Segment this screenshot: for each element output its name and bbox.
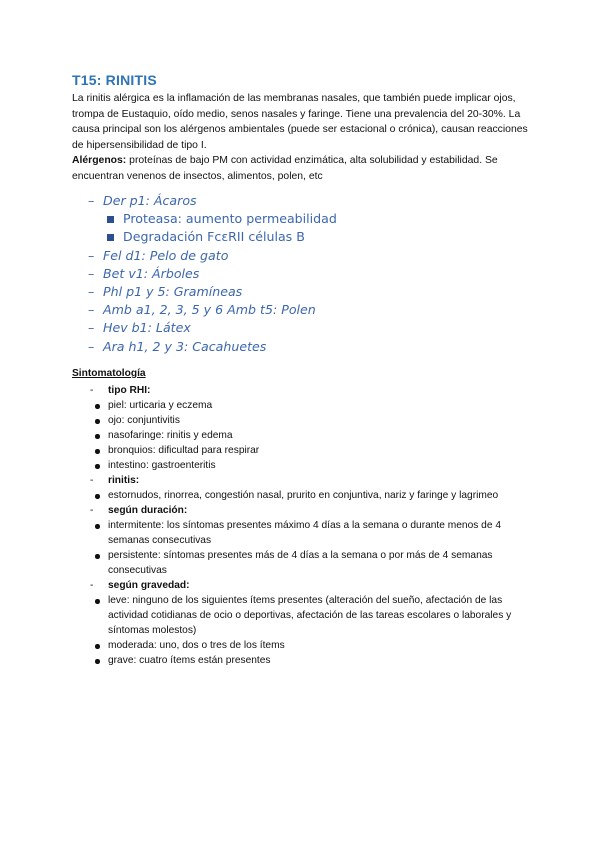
handwritten-item-text: Der p1: Ácaros [103, 193, 197, 208]
bullet-icon [95, 644, 100, 649]
sintomatologia-section [72, 366, 542, 668]
square-bullet-icon [107, 216, 114, 223]
dash-marker: – [88, 193, 95, 208]
handwritten-item-text: Hev b1: Látex [103, 320, 191, 336]
list-item [72, 398, 542, 413]
list-item [72, 518, 542, 548]
bullet-icon [95, 434, 100, 439]
handwritten-item [88, 192, 528, 210]
bullet-icon [95, 494, 100, 499]
handwritten-item-text: Fel d1: Pelo de gato [103, 247, 229, 263]
list-item [72, 488, 542, 503]
list-item-text: grave: cuatro ítems están presentes [108, 655, 271, 666]
list-item [72, 593, 542, 638]
list-item-text: intestino: gastroenteritis [108, 460, 216, 471]
list-item [72, 548, 542, 578]
handwritten-item-text: Ara h1, 2 y 3: Cacahuetes [103, 338, 267, 354]
dash-marker: - [90, 475, 94, 486]
category-label: tipo RHI: [108, 385, 151, 396]
category-heading [72, 383, 542, 398]
category-label: según gravedad: [108, 580, 190, 591]
list-item-text: bronquios: dificultad para respirar [108, 445, 260, 456]
dash-marker: – [88, 302, 95, 318]
handwritten-item-text: Bet v1: Árboles [103, 265, 200, 281]
bullet-icon [95, 419, 100, 424]
dash-marker: – [88, 247, 95, 263]
category-heading [72, 473, 542, 488]
list-item [72, 458, 542, 473]
dash-marker: – [88, 283, 95, 299]
list-item-text: leve: ninguno de los siguientes ítems presentes (alteración del sueño, afectación de las actividad cotidianas de ocio o deportivas, afectación de las tareas escolares o laborales y síntomas molestos) [108, 595, 512, 636]
section-heading: Sintomatología [72, 368, 146, 379]
alergenos-text: proteínas de bajo PM con actividad enzimática, alta solubilidad y estabilidad. Se encuentran venenos de insectos, alimentos, polen, etc [72, 155, 498, 182]
handwritten-item [88, 283, 528, 301]
handwritten-subitem-text: Proteasa: aumento permeabilidad [123, 211, 337, 227]
bullet-icon [95, 449, 100, 454]
category-heading [72, 578, 542, 593]
dash-marker: – [88, 320, 95, 336]
bullet-list [72, 398, 542, 473]
handwritten-item [88, 319, 528, 337]
handwritten-item-text: Phl p1 y 5: Gramíneas [103, 283, 243, 299]
bullet-icon [95, 404, 100, 409]
list-item-text: moderada: uno, dos o tres de los ítems [108, 640, 285, 651]
handwritten-item-text: Amb a1, 2, 3, 5 y 6 Amb t5: Polen [103, 302, 316, 318]
list-item-text: nasofaringe: rinitis y edema [108, 430, 233, 441]
list-item [72, 638, 542, 653]
handwritten-subitem [88, 228, 528, 246]
list-item-text: intermitente: los síntomas presentes máximo 4 días a la semana o durante menos de 4 semanas consecutivas [108, 520, 501, 546]
bullet-list [72, 518, 542, 578]
handwritten-item [88, 301, 528, 319]
list-item-text: persistente: síntomas presentes más de 4 días a la semana o por más de 4 semanas consecutivas [108, 550, 493, 576]
intro-section [72, 91, 532, 185]
list-item [72, 413, 542, 428]
dash-marker: – [88, 338, 95, 354]
handwritten-item [88, 338, 528, 356]
bullet-icon [95, 554, 100, 559]
handwritten-item [88, 247, 528, 265]
list-item [72, 428, 542, 443]
handwritten-subitem-text: Degradación FcεRII células B [123, 229, 305, 245]
handwritten-subitem [88, 210, 528, 228]
dash-marker: – [88, 265, 95, 281]
category-label: rinitis: [108, 475, 140, 486]
list-item-text: estornudos, rinorrea, congestión nasal, prurito en conjuntiva, nariz y faringe y lagrimeo [108, 490, 499, 501]
handwritten-allergen-list [88, 192, 528, 356]
dash-marker: - [90, 505, 94, 516]
dash-marker: - [90, 580, 94, 591]
handwritten-item [88, 265, 528, 283]
square-bullet-icon [107, 234, 114, 241]
alergenos-paragraph [72, 153, 532, 184]
bullet-list [72, 488, 542, 503]
list-item-text: piel: urticaria y eczema [108, 400, 213, 411]
bullet-icon [95, 599, 100, 604]
alergenos-label: Alérgenos: [72, 155, 127, 167]
category-label: según duración: [108, 505, 188, 516]
bullet-icon [95, 464, 100, 469]
bullet-icon [95, 659, 100, 664]
category-heading [72, 503, 542, 518]
intro-paragraph: La rinitis alérgica es la inflamación de las membranas nasales, que también puede implicar ojos, trompa de Eustaquio, oído medio, senos nasales y faringe. Tiene una prevalencia del 20-30%. La causa principal son los alérgenos ambientales (puede ser estacional o crónica), causan reacciones de hipersensibilidad de tipo I. [72, 93, 528, 151]
list-item [72, 653, 542, 668]
page-title: T15: RINITIS [72, 72, 157, 88]
list-item [72, 443, 542, 458]
list-item-text: ojo: conjuntivitis [108, 415, 180, 426]
bullet-icon [95, 524, 100, 529]
bullet-list [72, 593, 542, 668]
dash-marker: - [90, 385, 94, 396]
